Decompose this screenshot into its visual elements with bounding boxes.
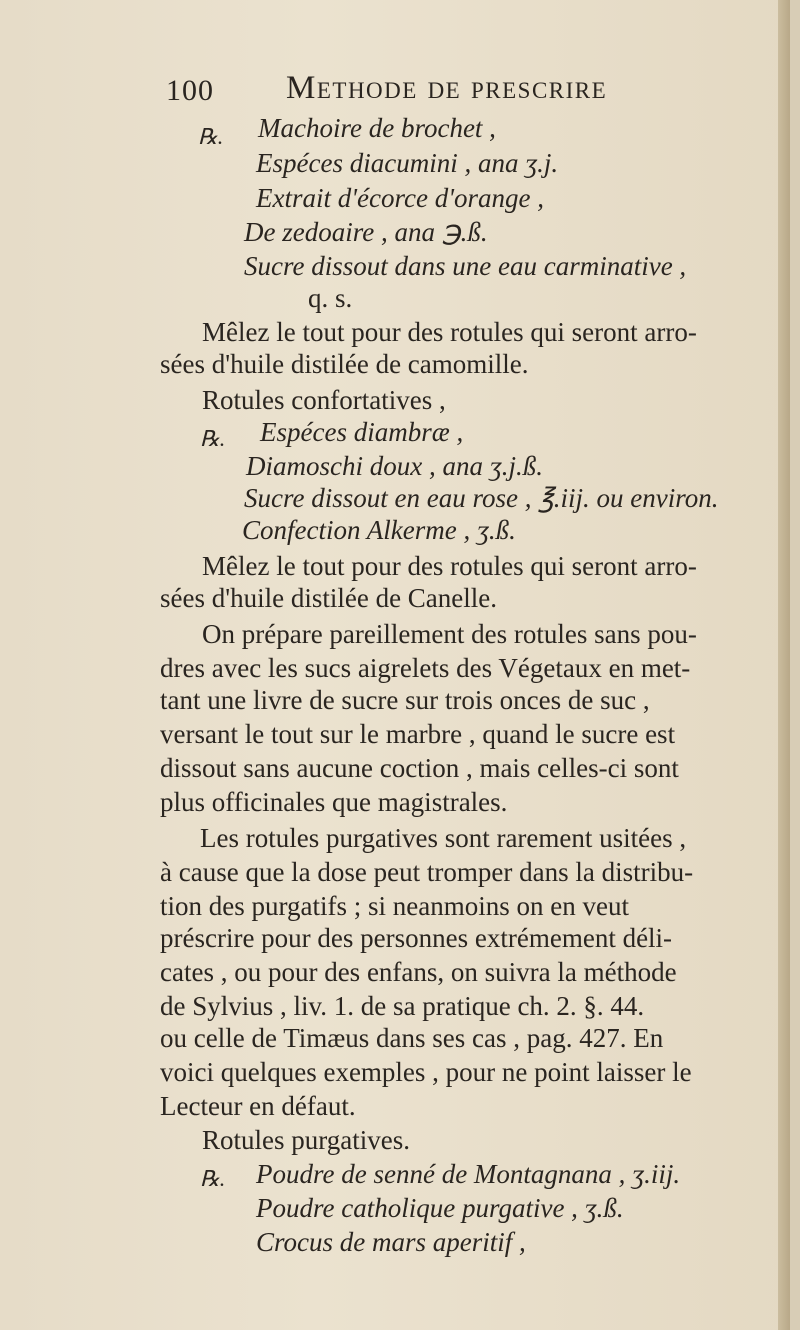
text-line: plus officinales que magistrales. <box>160 787 508 817</box>
recipe-line: Espéces diambræ , <box>260 417 464 447</box>
text-line: Les rotules purgatives sont rarement usitées , <box>200 823 687 853</box>
recipe-line: Confection Alkerme , ʒ.ß. <box>242 515 516 545</box>
recipe-line: q. s. <box>308 283 353 313</box>
text-line: voici quelques exemples , pour ne point laisser le <box>160 1057 692 1087</box>
recipe-line: Machoire de brochet , <box>258 113 496 143</box>
recipe-symbol: ℞. <box>200 1166 226 1191</box>
running-title: Methode de prescrire <box>286 70 608 106</box>
text-line: dres avec les sucs aigrelets des Végetaux en met- <box>160 653 691 683</box>
recipe-line: Extrait d'écorce d'orange , <box>256 183 544 213</box>
recipe-line: Crocus de mars aperitif , <box>256 1227 526 1257</box>
recipe-line: Diamoschi doux , ana ʒ.j.ß. <box>246 451 543 481</box>
text-line: tion des purgatifs ; si neanmoins on en veut <box>160 891 629 921</box>
text-line: Mêlez le tout pour des rotules qui seront arro- <box>202 317 697 347</box>
text-line: à cause que la dose peut tromper dans la distribu- <box>160 857 694 887</box>
page-number: 100 <box>166 74 214 107</box>
text-line: sées d'huile distilée de camomille. <box>160 349 529 379</box>
text-line: Mêlez le tout pour des rotules qui seront arro- <box>202 551 697 581</box>
text-line: On prépare pareillement des rotules sans pou- <box>202 619 697 649</box>
text-line: Lecteur en défaut. <box>160 1091 356 1121</box>
recipe-line: Poudre de senné de Montagnana , ʒ.iij. <box>256 1159 681 1189</box>
recipe-line: Sucre dissout dans une eau carminative , <box>244 251 687 281</box>
section-heading: Rotules purgatives. <box>202 1125 410 1155</box>
recipe-line: Espéces diacumini , ana ʒ.j. <box>256 148 559 178</box>
text-line: de Sylvius , liv. 1. de sa pratique ch. 2. §. 44. <box>160 991 645 1021</box>
text-line: versant le tout sur le marbre , quand le sucre est <box>160 719 676 749</box>
recipe-symbol: ℞. <box>198 124 224 149</box>
text-line: sées d'huile distilée de Canelle. <box>160 583 498 613</box>
recipe-line: De zedoaire , ana ℈.ß. <box>244 217 488 247</box>
section-heading: Rotules confortatives , <box>202 385 446 415</box>
text-line: ou celle de Timæus dans ses cas , pag. 427. En <box>160 1023 664 1053</box>
recipe-line: Poudre catholique purgative , ʒ.ß. <box>256 1193 624 1223</box>
page-header <box>160 72 680 112</box>
text-line: cates , ou pour des enfans, on suivra la méthode <box>160 957 677 987</box>
recipe-line: Sucre dissout en eau rose , ℥.iij. ou environ. <box>244 483 719 513</box>
recipe-symbol: ℞. <box>200 426 226 451</box>
text-line: tant une livre de sucre sur trois onces de suc , <box>160 685 650 715</box>
text-line: dissout sans aucune coction , mais celles-ci sont <box>160 753 679 783</box>
text-line: préscrire pour des personnes extrémement déli- <box>160 923 673 953</box>
page-edge <box>778 0 790 1330</box>
